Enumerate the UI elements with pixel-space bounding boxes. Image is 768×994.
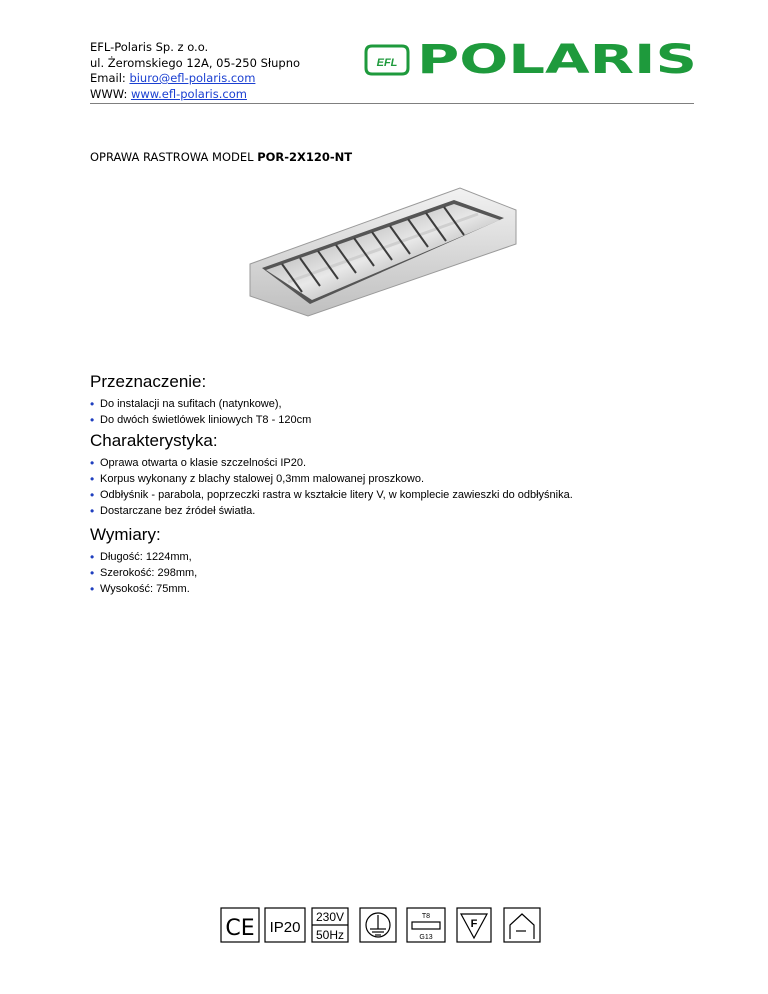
efl-polaris-logo bbox=[362, 40, 702, 80]
certification-icons bbox=[220, 905, 550, 945]
logo-brand-text: POLARIS bbox=[417, 40, 697, 80]
bullet-icon: • bbox=[90, 413, 95, 427]
bullet-icon: • bbox=[90, 397, 95, 411]
company-address: ul. Żeromskiego 12A, 05-250 Słupno bbox=[90, 55, 301, 70]
company-header bbox=[90, 40, 300, 102]
ce-icon: CE bbox=[225, 916, 255, 941]
header-divider bbox=[90, 103, 694, 104]
list-item: • Dostarczane bez źródeł światła. bbox=[90, 504, 256, 518]
bullet-icon: • bbox=[90, 566, 95, 580]
bullet-icon: • bbox=[90, 504, 95, 518]
section-dimensions bbox=[90, 525, 197, 597]
voltage-label: 230V bbox=[315, 910, 345, 924]
email-link[interactable]: biuro@efl-polaris.com bbox=[129, 71, 256, 85]
ip20-icon: IP20 bbox=[269, 919, 301, 936]
section-features bbox=[90, 431, 573, 519]
bullet-icon: • bbox=[90, 488, 95, 502]
website-link[interactable]: www.efl-polaris.com bbox=[130, 86, 247, 101]
tube-t8-label: T8 bbox=[421, 913, 431, 920]
product-image bbox=[248, 182, 518, 318]
bullet-icon: • bbox=[90, 550, 95, 564]
list-item: • Długość: 1224mm, bbox=[90, 550, 192, 564]
model-code: POR-2X120-NT bbox=[257, 150, 353, 164]
list-item: • Wysokość: 75mm. bbox=[90, 582, 190, 596]
company-name: EFL-Polaris Sp. z o.o. bbox=[90, 40, 209, 54]
list-item: • Szerokość: 298mm, bbox=[90, 566, 198, 580]
f-mark-icon: F bbox=[470, 918, 478, 930]
logo-badge-text: EFL bbox=[376, 57, 398, 69]
bullet-icon: • bbox=[90, 472, 95, 486]
model-title bbox=[90, 150, 352, 164]
section-title: Przeznaczenie: bbox=[90, 372, 207, 391]
bullet-icon: • bbox=[90, 456, 95, 470]
section-title: Charakterystyka: bbox=[90, 431, 218, 450]
list-item: • Korpus wykonany z blachy stalowej 0,3mm malowanej proszkowo. bbox=[90, 472, 425, 486]
list-item: • Do instalacji na sufitach (natynkowe), bbox=[90, 397, 282, 411]
company-email-line bbox=[90, 71, 300, 87]
www-label: WWW: bbox=[90, 86, 131, 101]
company-www-line bbox=[90, 87, 300, 103]
frequency-label: 50Hz bbox=[315, 928, 345, 942]
tube-g13-label: G13 bbox=[419, 934, 433, 941]
list-item: • Oprawa otwarta o klasie szczelności IP20. bbox=[90, 456, 307, 470]
email-label: Email: bbox=[90, 71, 130, 85]
section-purpose bbox=[90, 372, 311, 428]
list-item: • Odbłyśnik - parabola, poprzeczki rastra w kształcie litery V, w komplecie zawieszki do odbłyśnika. bbox=[90, 488, 573, 502]
bullet-icon: • bbox=[90, 582, 95, 596]
model-prefix: OPRAWA RASTROWA MODEL bbox=[90, 150, 258, 164]
list-item: • Do dwóch świetlówek liniowych T8 - 120cm bbox=[90, 413, 312, 427]
section-title: Wymiary: bbox=[90, 525, 161, 544]
